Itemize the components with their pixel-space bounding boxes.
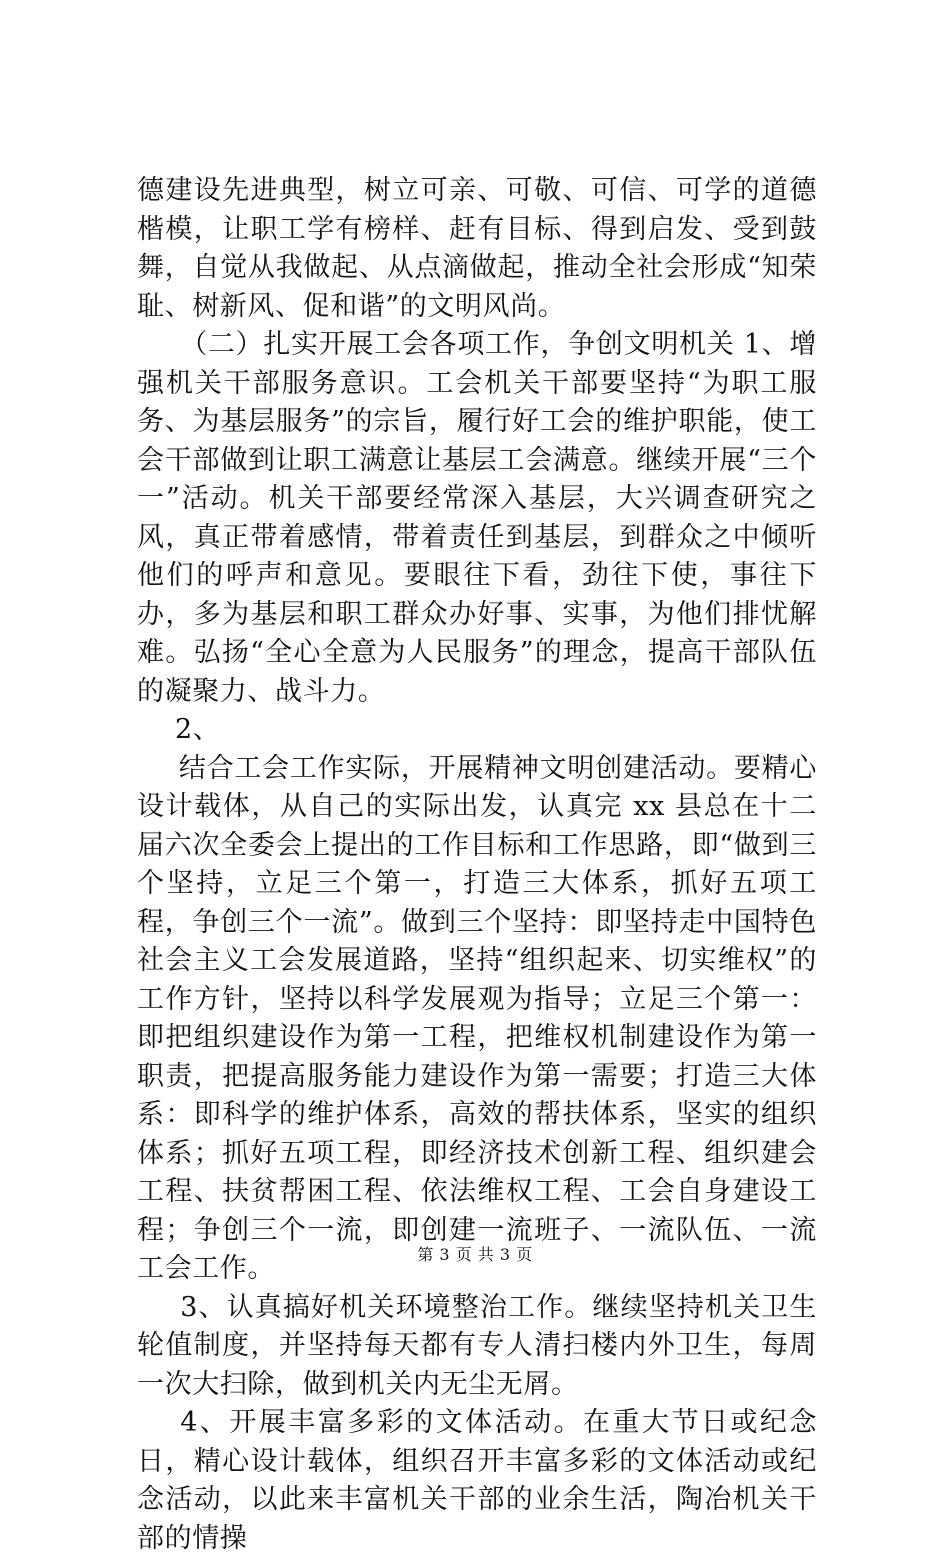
paragraph-cultural-activities: 4、开展丰富多彩的文体活动。在重大节日或纪念日，精心设计载体，组织召开丰富多彩的文体活动或纪念活动，以此来丰富机关干部的业余生活，陶冶机关干部的情操 bbox=[137, 1407, 817, 1554]
paragraph-environment: 3、认真搞好机关环境整治工作。继续坚持机关卫生轮值制度，并坚持每天都有专人清扫楼内外卫生，每周一次大扫除，做到机关内无尘无屑。 bbox=[137, 1291, 817, 1400]
paragraph-moral-models: 德建设先进典型，树立可亲、可敬、可信、可学的道德楷模，让职工学有榜样、赶有目标、得到启发、受到鼓舞，自觉从我做起、从点滴做起，推动全社会形成“知荣耻、树新风、促和谐”的文明风尚。 bbox=[137, 175, 817, 322]
paragraph-union-work: （二）扎实开展工会各项工作，争创文明机关 1、增强机关干部服务意识。工会机关干部要坚持“为职工服务、为基层服务”的宗旨，履行好工会的维护职能，使工会干部做到让职工满意让基层工会满意。继续开展“三个一”活动。机关干部要经常深入基层，大兴调查研究之风，真正带着感情，带着责任到基层，到群众之中倾听他们的呼声和意见。要眼往下看，劲往下使，事往下办，多为基层和职工群众办好事、实事，为他们排忧解难。弘扬“全心全意为人民服务”的理念，提高干部队伍的凝聚力、战斗力。 bbox=[137, 329, 817, 707]
paragraph-item-2-number: 2、 bbox=[175, 714, 221, 745]
document-body bbox=[137, 172, 817, 1558]
paragraph-civilization-activities: 结合工会工作实际，开展精神文明创建活动。要精心设计载体，从自己的实际出发，认真完 xx 县总在十二届六次全委会上提出的工作目标和工作思路，即“做到三个坚持，立足三个第一，打造三大体系，抓好五项工程，争创三个一流”。做到三个坚持：即坚持走中国特色社会主义工会发展道路，坚持“组织起来、切实维权”的工作方针，坚持以科学发展观为指导；立足三个第一：即把组织建设作为第一工程，把维权机制建设作为第一职责，把提高服务能力建设作为第一需要；打造三大体系：即科学的维护体系，高效的帮扶体系，坚实的组织体系；抓好五项工程，即经济技术创新工程、组织建会工程、扶贫帮困工程、依法维权工程、工会自身建设工程；争创三个一流，即创建一流班子、一流队伍、一流工会工作。 bbox=[137, 752, 817, 1284]
page-footer: 第 3 页 共 3 页 bbox=[417, 1245, 533, 1264]
